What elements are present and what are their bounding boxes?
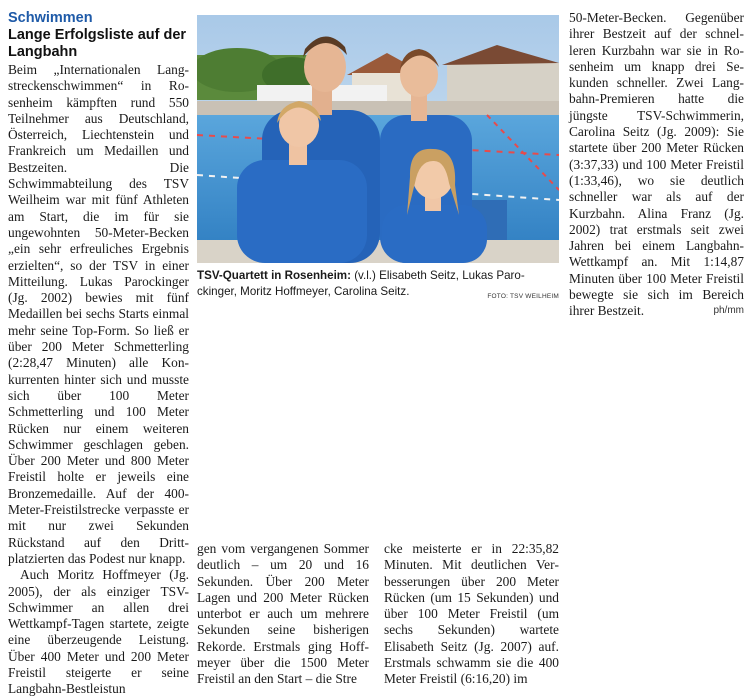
article-headline: Lange Erfolgsliste auf der Langbahn xyxy=(8,27,187,60)
caption-text: (v.l.) Elisabeth Seitz, Lukas Parockinger, Moritz Hoffmeyer, Carolina Seitz. xyxy=(197,269,525,298)
team-photo xyxy=(197,15,559,263)
article-column-2 xyxy=(197,541,369,688)
section-rubric: Schwimmen xyxy=(8,10,93,26)
paragraph-1: Beim „Internationalen Langstreckenschwimmen“ in Rosenheim kämpften rund 550 Teilnehmer aus Deutschland, Österreich, Liechtenstein und Frankreich um Medaillen und Bestzeiten. Die Schwimmabteilung des TSV Weilheim war mit fünf Athleten am Start, die im für sie ungewohnten 50-Meter-Becken „ein sehr erfreuliches Ergebnis erzielten“, so der TSV in einer Mitteilung. Lukas Parockinger (Jg. 2002) bewies mit fünf Medaillen bei sechs Starts einmal mehr seine Top-Form. So ließ er über 200 Meter Schmetterling (2:28,47 Minuten) alle Konkurrenten hinter sich und musste sich über 100 Meter Schmetterling und 100 Meter Rücken nur einem weiteren Schwimmer geschlagen geben. Über 200 Meter und 800 Meter Freistil holte er jeweils eine Bronzemedaille. Auf der 400-Meter-Freistilstrecke verpasste er mit nur zwei Sekunden Rückstand auf den Drittplatzierten das Podest nur knapp. xyxy=(8,62,189,566)
paragraph-2-part-4 xyxy=(569,10,744,320)
paragraph-2-part-4-text: 50-Meter-Becken. Gegenüber ihrer Bestzeit auf der schnelleren Kurzbahn war sie in Rosenheim um knapp drei Sekunden schneller. Zwei Langbahn-Premieren hatte die jüngste TSV-Schwimmerin, Carolina Seitz (Jg. 2009): Sie startete über 200 Meter Rücken (3:37,33) und 100 Meter Freistil (1:33,46), wo sie deutlich schneller war als auf der Kurzbahn. Alina Franz (Jg. 2002) trat erstmals seit zwei Jahren bei einem Langbahn-Wettkampf an. Mit 1:14,87 Minuten über 100 Meter Freistil bewegte sie sich im Bereich ihrer Bestzeit. xyxy=(569,10,744,319)
article-column-1 xyxy=(8,10,189,698)
photo-credit: FOTO: TSV WEILHEIM xyxy=(487,293,559,300)
author-initials: ph/mm xyxy=(713,305,744,317)
paragraph-2-part-2: gen vom vergangenen Sommer deutlich – um 20 und 16 Sekunden. Über 200 Meter Lagen und 200 Meter Rücken unterbot er auch um mehrere Sekunden seine bisherigen Rekorde. Erstmals ging Hoffmeyer über die 1500 Meter Freistil an den Start – die Stre xyxy=(197,541,369,687)
article-column-3 xyxy=(384,541,559,688)
article-column-4 xyxy=(569,10,744,320)
paragraph-2-part-3: cke meisterte er in 22:35,82 Minuten. Mit deutlichen Verbesserungen über 200 Meter Rücken (um 15 Sekunden) und über 100 Meter Freistil (um sechs Sekunden) wartete Elisabeth Seitz (Jg. 2007) auf. Erstmals schwamm sie die 400 Meter Freistil (6:16,20) im xyxy=(384,541,559,687)
paragraph-2-part-1: Auch Moritz Hoffmeyer (Jg. 2005), der als einziger TSV-Schwimmer an allen drei Wettkampf-Tagen startete, zeigte eine überzeugende Leistung. Über 400 Meter und 200 Meter Freistil steigerte er seine Langbahn-Bestleistun xyxy=(8,567,189,697)
photo-caption xyxy=(197,268,559,305)
caption-lead: TSV-Quartett in Rosenheim: xyxy=(197,269,351,282)
